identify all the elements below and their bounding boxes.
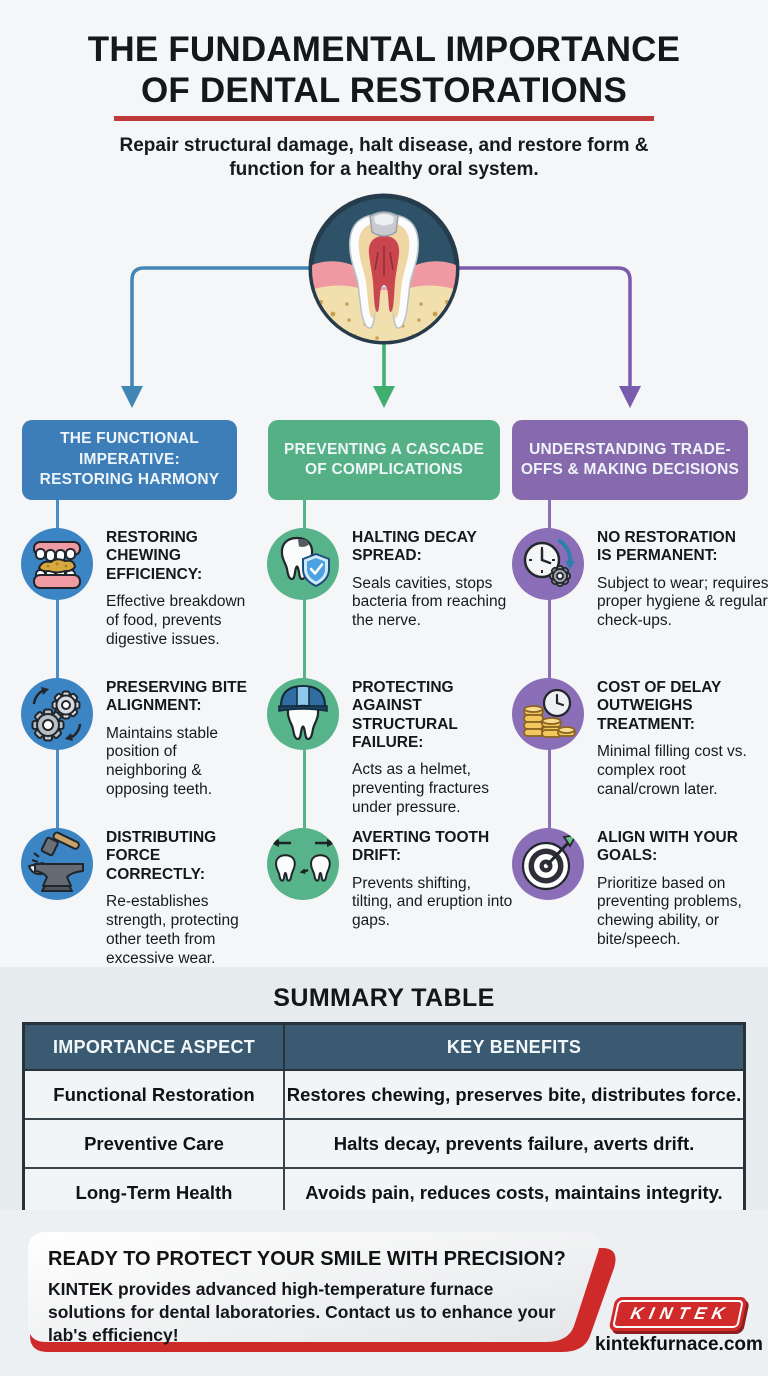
item-title: DISTRIBUTING FORCE CORRECTLY: [106,829,217,883]
list-item [512,826,768,950]
table-row [24,1119,745,1168]
summary-title: SUMMARY TABLE [273,984,495,1012]
tooth-shield-icon [267,528,339,600]
table-cell: Long-Term Health [24,1168,285,1218]
cta-body: KINTEK provides advanced high-temperature furnace solutions for dental laboratories. Contact us to enhance your lab's efficiency! [48,1279,556,1345]
table-cell: Halts decay, prevents failure, averts drift. [284,1119,745,1168]
item-body: Seals cavities, stops bacteria from reaching the nerve. [352,574,507,630]
item-title: HALTING DECAY SPREAD: [352,529,477,565]
tooth-cross-section-illustration [307,192,461,346]
page-title-line2: OF DENTAL RESTORATIONS [141,70,627,110]
item-body: Acts as a helmet, preventing fractures under pressure. [352,761,489,816]
list-item [267,526,515,631]
item-title: ALIGN WITH YOUR GOALS: [597,829,738,865]
item-title: NO RESTORATION IS PERMANENT: [597,529,736,565]
target-goal-icon [512,828,584,900]
page-subtitle: Repair structural damage, halt disease, and restore form & function for a healthy oral system. [119,135,649,181]
list-item [21,526,251,650]
item-body: Re-establishes strength, protecting other teeth from excessive wear. [106,892,239,967]
anvil-hammer-icon [21,828,93,900]
tooth-helmet-icon [267,678,339,750]
item-body: Maintains stable position of neighboring & opposing teeth. [106,724,219,799]
category-box-preventing: PREVENTING A CASCADE OF COMPLICATIONS [268,420,500,500]
table-header-row [24,1024,745,1071]
summary-table [22,1022,746,1219]
table-cell: Avoids pain, reduces costs, maintains integrity. [284,1168,745,1218]
dentures-chewing-icon [21,528,93,600]
item-body: Minimal filling cost vs. complex root canal/crown later. [597,742,747,798]
category-box-tradeoffs: UNDERSTANDING TRADE-OFFS & MAKING DECISIONS [512,420,748,500]
item-body: Prevents shifting, tilting, and eruption into gaps. [352,874,513,930]
clock-gear-icon [512,528,584,600]
list-item [267,826,515,931]
list-item [267,676,515,818]
list-item [512,676,768,800]
list-item [21,676,251,800]
table-cell: Preventive Care [24,1119,285,1168]
item-body: Effective breakdown of food, prevents digestive issues. [106,592,246,648]
column-header-key-benefits: KEY BENEFITS [284,1024,745,1071]
item-title: AVERTING TOOTH DRIFT: [352,829,490,865]
gears-icon [21,678,93,750]
list-item [512,526,768,631]
kintek-logo-text: KINTEK [628,1304,733,1323]
teeth-drift-icon [267,828,339,900]
coins-clock-icon [512,678,584,750]
table-cell: Functional Restoration [24,1070,285,1119]
table-cell: Restores chewing, preserves bite, distributes force. [284,1070,745,1119]
page-title-line1: THE FUNDAMENTAL IMPORTANCE [87,30,681,69]
item-title: COST OF DELAY OUTWEIGHS TREATMENT: [597,679,722,733]
kintek-logo-frame [612,1300,744,1328]
column-header-importance-aspect: IMPORTANCE ASPECT [24,1024,285,1071]
category-box-functional: THE FUNCTIONAL IMPERATIVE: RESTORING HARMONY [22,420,237,500]
item-title: RESTORING CHEWING EFFICIENCY: [106,529,203,583]
list-item [21,826,251,968]
item-body: Subject to wear; requires proper hygiene & regular check-ups. [597,574,768,630]
item-body: Prioritize based on preventing problems, chewing ability, or bite/speech. [597,874,742,949]
kintek-logo [608,1297,747,1331]
table-row [24,1070,745,1119]
cta-title: READY TO PROTECT YOUR SMILE WITH PRECISION? [48,1248,566,1270]
item-title: PRESERVING BITE ALIGNMENT: [106,679,247,715]
website-link[interactable]: kintekfurnace.com [595,1334,763,1355]
item-title: PROTECTING AGAINST STRUCTURAL FAILURE: [352,679,458,751]
